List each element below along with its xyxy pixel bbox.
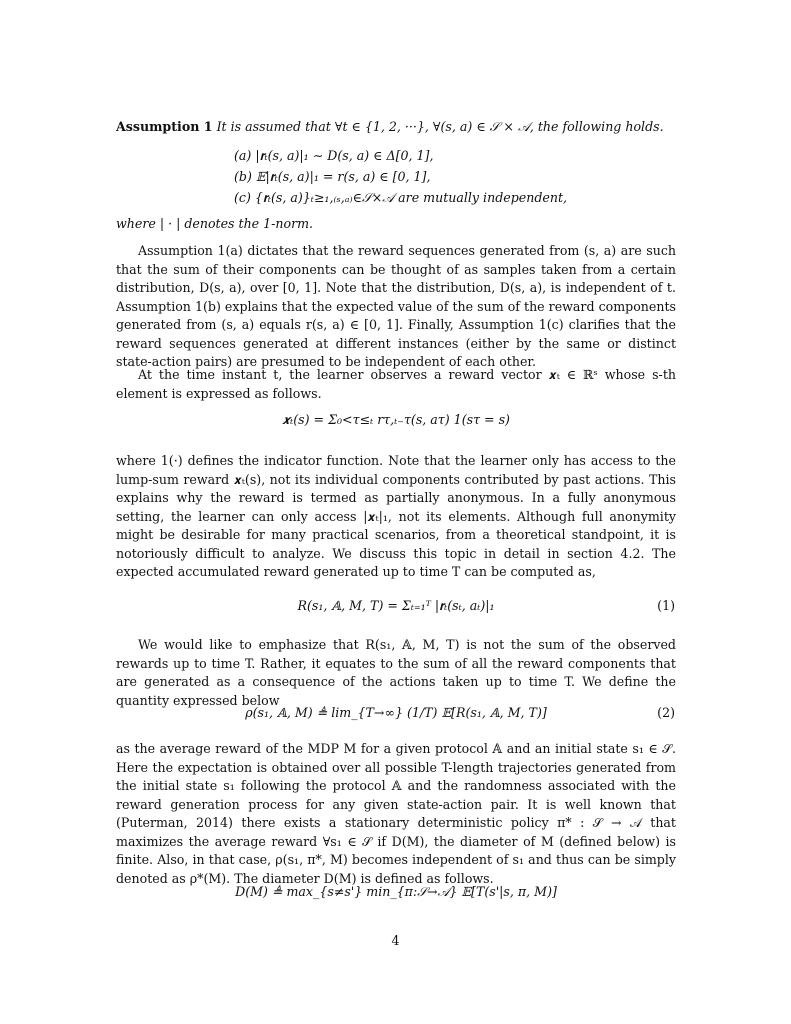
assumption-statement [116, 118, 676, 137]
paragraph-4: We would like to emphasize that R(s₁, 𝔸, M, T) is not the sum of the observed rewards up to time T. Rather, it equates to the sum of all the reward components that are generated as a consequence of the actions taken up to time T. We define the quantity expressed below [116, 637, 676, 708]
equation-2: ρ(s₁, 𝔸, M) ≜ lim_{T→∞} (1/T) 𝔼[R(s₁, 𝔸, M, T)] [245, 705, 547, 720]
paragraph-1: Assumption 1(a) dictates that the reward sequences generated from (s, a) are such that the sum of their components can be thought of as samples taken from a certain distribution, D(s, a), over [0, 1]. Note that the distribution, D(s, a), is independent of t. Assumption 1(b) explains that the expected value of the sum of the reward components generated from (s, a) equals r(s, a) ∈ [0, 1]. Finally, Assumption 1(c) clarifies that the reward sequences generated at different instances (either by the same or distinct state-action pairs) are presumed to be independent of each other. [116, 243, 676, 369]
assumption-item-c: (c) {𝐫ₜ(s, a)}ₜ≥₁,₍ₛ,ₐ₎∈𝒮×𝒜 are mutually independent, [234, 190, 568, 205]
equation-1: R(s₁, 𝔸, M, T) = Σₜ₌₁ᵀ |𝐫ₜ(sₜ, aₜ)|₁ [297, 598, 495, 613]
equation-x-def: 𝒙ₜ(s) = Σ₀<τ≤ₜ rτ,ₜ₋τ(s, aτ) 1(sτ = s) [282, 412, 510, 427]
assumption-item-b: (b) 𝔼|𝐫ₜ(s, a)|₁ = r(s, a) ∈ [0, 1], [234, 169, 431, 184]
assumption-label: Assumption 1 [116, 119, 213, 134]
page-number: 4 [391, 933, 400, 948]
assumption-where: where | · | denotes the 1-norm. [116, 216, 314, 231]
paragraph-2: At the time instant t, the learner observes a reward vector 𝒙ₜ ∈ ℝˢ whose s-th element is expressed as follows. [116, 367, 676, 401]
equation-2-number: (2) [657, 705, 675, 720]
paragraph-3: where 1(·) defines the indicator function. Note that the learner only has access to the lump-sum reward 𝒙ₜ(s), not its individual components contributed by past actions. This explains why the reward is termed as partially anonymous. In a fully anonymous setting, the learner can only access |𝒙ₜ|₁, not its elements. Although full anonymity might be desirable for many practical scenarios, from a theoretical standpoint, it is notoriously difficult to analyze. We discuss this topic in detail in section 4.2. The expected accumulated reward generated up to time T can be computed as, [116, 453, 676, 579]
assumption-item-a: (a) |𝐫ₜ(s, a)|₁ ∼ D(s, a) ∈ Δ[0, 1], [234, 148, 434, 163]
assumption-text: It is assumed that ∀t ∈ {1, 2, ···}, ∀(s, a) ∈ 𝒮 × 𝒜, the following holds. [216, 119, 664, 134]
equation-1-number: (1) [657, 598, 675, 613]
equation-diameter: D(M) ≜ max_{s≠s'} min_{π:𝒮→𝒜} 𝔼[T(s'|s, π, M)] [235, 884, 557, 899]
paragraph-5: as the average reward of the MDP M for a given protocol 𝔸 and an initial state s₁ ∈ 𝒮. Here the expectation is obtained over all possible T-length trajectories generated from the initial state s₁ following the protocol 𝔸 and the randomness associated with the reward generation process for any given state-action pair. It is well known that (Puterman, 2014) there exists a stationary deterministic policy π* : 𝒮 → 𝒜 that maximizes the average reward ∀s₁ ∈ 𝒮 if D(M), the diameter of M (defined below) is finite. Also, in that case, ρ(s₁, π*, M) becomes independent of s₁ and thus can be simply denoted as ρ*(M). The diameter D(M) is defined as follows. [116, 741, 676, 886]
